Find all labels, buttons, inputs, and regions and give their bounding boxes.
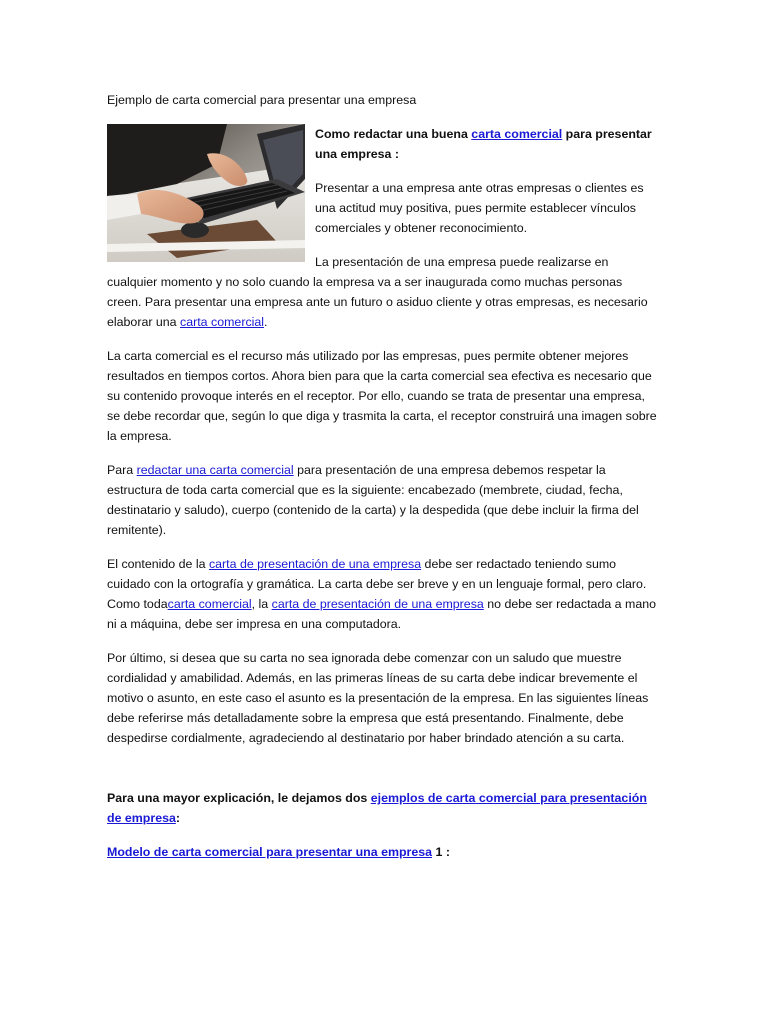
carta-comercial-link[interactable]: carta comercial	[471, 127, 563, 141]
carta-presentacion-link[interactable]: carta de presentación de una empresa	[208, 557, 422, 571]
paragraph-2-end: .	[264, 315, 268, 329]
modelo-carta-link[interactable]: Modelo de carta comercial para presentar una empresa	[107, 845, 433, 859]
paragraph-8	[107, 842, 657, 862]
carta-comercial-link-2[interactable]: carta comercial	[180, 315, 265, 329]
paragraph-4-text: para presentación de una empresa debemos respetar la estructura de toda carta comercial que es la siguiente: encabezado (membrete, ciudad, fecha, destinatario y saludo), cuerpo (contenido de la carta) y la despedida (que debe incluir la firma del remitente).	[107, 463, 639, 537]
paragraph-5-mid: debe ser redactado teniendo sumo cuidado con la ortografía y gramática. La carta debe ser breve y en un lenguaje formal, pero claro. Como toda	[107, 557, 647, 611]
paragraph-6: Por último, si desea que su carta no sea ignorada debe comenzar con un saludo que muestre cordialidad y amabilidad. Además, en las primeras líneas de su carta debe indicar brevemente el motivo o asunto, en este caso el asunto es la presentación de la empresa. En las siguientes líneas debe referirse más detalladamente sobre la empresa que está presentando. Finalmente, debe despedirse cordialmente, agradeciendo al destinatario por haber brindado atención a su carta.	[107, 651, 649, 745]
paragraph-2	[107, 252, 657, 332]
document-body	[107, 90, 657, 876]
paragraph-1: Presentar a una empresa ante otras empresas o clientes es una actitud muy positiva, pues permite establecer vínculos comerciales y obtener reconocimiento.	[315, 181, 644, 235]
paragraph-7	[107, 788, 657, 828]
paragraph-2-text: La presentación de una empresa puede realizarse en cualquier momento y no solo cuando la empresa va a ser inaugurada como muchas personas creen. Para presentar una empresa ante un futuro o asiduo cliente y otras empresas, es necesario elaborar una	[107, 255, 648, 329]
paragraph-3: La carta comercial es el recurso más utilizado por las empresas, pues permite obtener mejores resultados en tiempos cortos. Ahora bien para que la carta comercial sea efectiva es necesario que su contenido provoque interés en el receptor. Por ello, cuando se trata de presentar una empresa, se debe recordar que, según lo que diga y trasmita la carta, el receptor construirá una imagen sobre la empresa.	[107, 349, 657, 443]
paragraph-4	[107, 460, 657, 540]
document-title: Ejemplo de carta comercial para presentar una empresa	[107, 93, 417, 107]
paragraph-5-pre: El contenido de la	[107, 557, 209, 571]
paragraph-5-end: no debe ser redactada a mano ni a máquina, debe ser impresa en una computadora.	[107, 597, 656, 631]
spacer	[107, 762, 657, 788]
carta-presentacion-link-2[interactable]: carta de presentación de una empresa	[271, 597, 484, 611]
intro-text-post: para presentar una empresa :	[315, 127, 652, 161]
paragraph-4-pre: Para	[107, 463, 137, 477]
intro-text-pre: Como redactar una buena	[315, 127, 472, 141]
paragraph-7-pre: Para una mayor explicación, le dejamos dos	[107, 791, 371, 805]
carta-comercial-link-3[interactable]: carta comercial	[167, 597, 252, 611]
laptop-typing-photo	[107, 124, 305, 262]
ejemplos-carta-link[interactable]: ejemplos de carta comercial para presentación de empresa	[107, 791, 647, 825]
paragraph-7-end: :	[175, 811, 181, 825]
paragraph-5	[107, 554, 657, 634]
redactar-carta-link[interactable]: redactar una carta comercial	[136, 463, 294, 477]
paragraph-5-mid-2: , la	[251, 597, 272, 611]
paragraph-8-end: 1 :	[432, 845, 450, 859]
